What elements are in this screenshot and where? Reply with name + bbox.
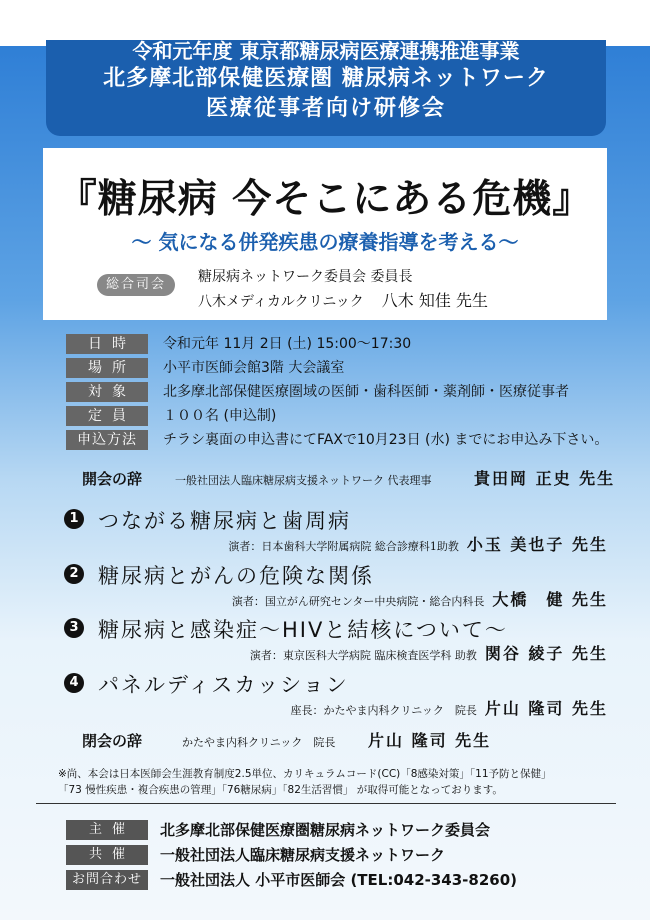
topic-speaker: [291, 696, 609, 719]
info-value: チラシ裏面の申込書にてFAXで10月23日 (水) までにお申込み下さい。: [163, 432, 609, 448]
topic-speaker: [232, 587, 608, 610]
opening-name: 貴田岡 正史 先生: [474, 469, 616, 488]
info-row-application: [66, 430, 626, 452]
banner-line-3: 医療従事者向け研修会: [205, 96, 446, 121]
speaker-affiliation: 演者：東京医科大学病院 臨床検査医学科 助教: [249, 649, 477, 662]
event-info: [66, 334, 626, 454]
organizer-value: 一般社団法人 小平市医師会 (TEL:042-343-8260): [160, 871, 518, 889]
topic-number: 2: [64, 564, 84, 584]
header-banner: [46, 40, 606, 136]
speaker-affiliation: 演者：国立がん研究センター中央病院・総合内科長: [231, 595, 485, 608]
moderator-tag: 総合司会: [97, 274, 175, 296]
topic-speaker: [228, 532, 608, 555]
info-row-capacity: [66, 406, 626, 428]
title-box: [43, 148, 607, 320]
organizer-value: 一般社団法人臨床糖尿病支援ネットワーク: [160, 846, 446, 864]
speaker-name: 大橋 健 先生: [492, 590, 608, 609]
speaker-name: 片山 隆司 先生: [484, 699, 608, 718]
banner-line-2: 北多摩北部保健医療圏 糖尿病ネットワーク: [103, 66, 549, 91]
closing-affiliation: かたやま内科クリニック 院長: [182, 736, 336, 749]
info-row-target: [66, 382, 626, 404]
subtitle: 〜 気になる併発疾患の療養指導を考える〜: [131, 230, 519, 254]
info-label: 定員: [66, 406, 148, 426]
moderator-affiliation: 八木メディカルクリニック: [198, 294, 364, 310]
info-label: 場所: [66, 358, 148, 378]
info-label: 日時: [66, 334, 148, 354]
topic-number: 1: [64, 509, 84, 529]
organizer-row-contact: [66, 870, 626, 892]
speaker-name: 関谷 綾子 先生: [484, 644, 608, 663]
organizer-label: 主催: [66, 820, 148, 840]
info-label: 対象: [66, 382, 148, 402]
divider: [36, 803, 616, 804]
info-label: 申込方法: [66, 430, 148, 450]
info-row-date: [66, 334, 626, 356]
topic-title: つながる糖尿病と歯周病: [98, 509, 351, 533]
topic-title: 糖尿病と感染症〜HIVと結核について〜: [98, 618, 508, 642]
topic-title: パネルディスカッション: [98, 673, 349, 697]
banner-line-1: 令和元年度 東京都糖尿病医療連携推進事業: [132, 39, 520, 63]
closing-name: 片山 隆司 先生: [368, 731, 492, 750]
speaker-affiliation: 座長：かたやま内科クリニック 院長: [290, 704, 477, 717]
opening-label: 開会の辞: [82, 470, 143, 488]
organizer-row-cohost: [66, 845, 626, 867]
organizer-label: お問合わせ: [66, 870, 148, 890]
main-title: 『糖尿病 今そこにある危機』: [57, 176, 593, 222]
moderator-line: [198, 288, 488, 311]
closing-label: 閉会の辞: [82, 732, 143, 750]
organizer-label: 共催: [66, 845, 148, 865]
info-value: 令和元年 11月 2日 (土) 15:00〜17:30: [163, 336, 412, 352]
speaker-name: 小玉 美也子 先生: [466, 535, 608, 554]
info-value: 小平市医師会館3階 大会議室: [163, 360, 345, 376]
info-value: １００名 (申込制): [163, 408, 277, 424]
topic-speaker: [250, 641, 608, 664]
topic-number: 3: [64, 618, 84, 638]
speaker-affiliation: 演者：日本歯科大学附属病院 総合診療科1助教: [228, 540, 459, 553]
moderator-role: 糖尿病ネットワーク委員会 委員長: [198, 269, 413, 285]
moderator-name: 八木 知佳 先生: [381, 291, 488, 310]
cme-note-line-2: 「73 慢性疾患・複合疾患の管理」「76糖尿病」「82生活習慣」 が取得可能となっております。: [58, 784, 503, 796]
topic-title: 糖尿病とがんの危険な関係: [98, 564, 374, 588]
info-value: 北多摩北部保健医療圏域の医師・歯科医師・薬剤師・医療従事者: [163, 384, 569, 400]
info-row-place: [66, 358, 626, 380]
cme-note-line-1: ※尚、本会は日本医師会生涯教育制度2.5単位、カリキュラムコード(CC)「8感染対策」「11予防と保健」: [58, 768, 552, 780]
opening-affiliation: 一般社団法人臨床糖尿病支援ネットワーク 代表理事: [175, 474, 432, 487]
organizer-row-host: [66, 820, 626, 842]
topic-number: 4: [64, 673, 84, 693]
organizer-value: 北多摩北部保健医療圏糖尿病ネットワーク委員会: [160, 821, 491, 839]
